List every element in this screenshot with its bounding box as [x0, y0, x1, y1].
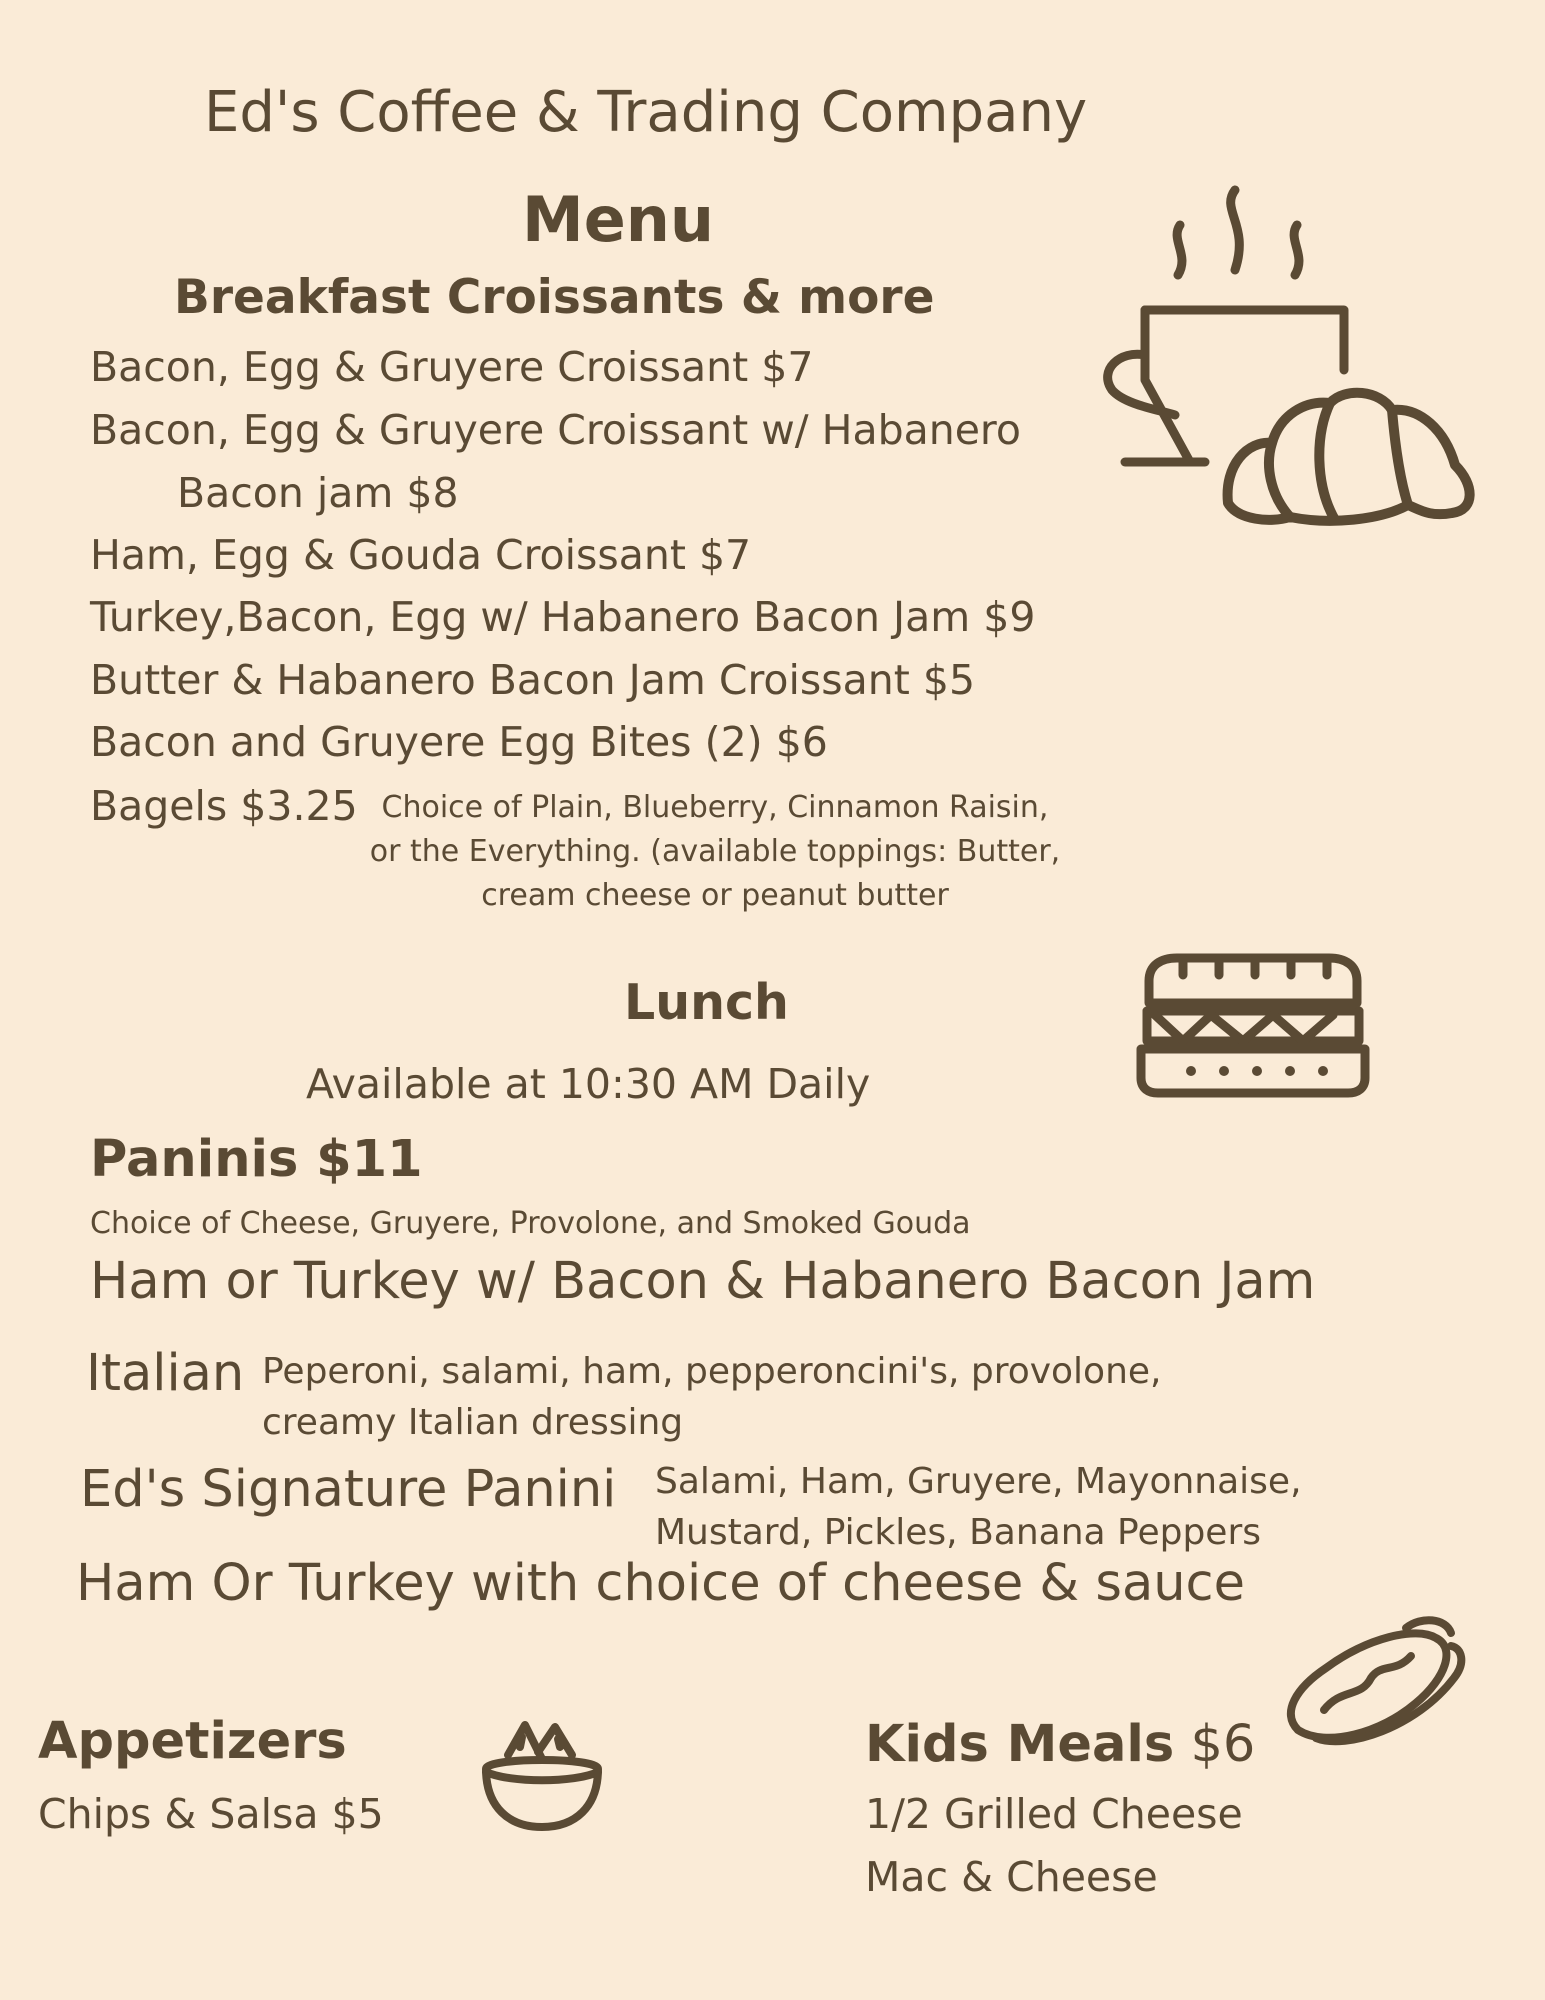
bagels-description [360, 786, 1070, 918]
italian-description [262, 1346, 1162, 1448]
appetizers-title: Appetizers [38, 1712, 347, 1771]
paninis-title: Paninis $11 [90, 1130, 423, 1189]
sandwich-icon [1133, 953, 1373, 1097]
menu-item: Ham Or Turkey with choice of cheese & sauce [76, 1554, 1245, 1613]
signature-panini-name: Ed's Signature Panini [80, 1460, 617, 1519]
chips-bowl-icon [480, 1717, 604, 1833]
menu-item: Bacon and Gruyere Egg Bites (2) $6 [90, 718, 828, 766]
description-line: Choice of Plain, Blueberry, Cinnamon Raisin, [381, 790, 1049, 825]
menu-item: Turkey,Bacon, Egg w/ Habanero Bacon Jam $9 [90, 593, 1036, 641]
lunch-title: Lunch [624, 974, 789, 1031]
kids-item: Mac & Cheese [865, 1853, 1158, 1901]
kids-item: 1/2 Grilled Cheese [865, 1790, 1243, 1838]
menu-title: Menu [522, 183, 715, 256]
paninis-description: Choice of Cheese, Gruyere, Provolone, and Smoked Gouda [90, 1206, 971, 1241]
croissant-icon [1220, 385, 1480, 525]
description-line: Salami, Ham, Gruyere, Mayonnaise, [655, 1461, 1302, 1502]
description-line: or the Everything. (available toppings: Butter, [369, 834, 1061, 869]
menu-item: Butter & Habanero Bacon Jam Croissant $5 [90, 656, 976, 704]
kids-meals-title [865, 1715, 1255, 1774]
menu-item: Ham or Turkey w/ Bacon & Habanero Bacon Jam [90, 1252, 1316, 1311]
menu-item: Ham, Egg & Gouda Croissant $7 [90, 531, 752, 579]
signature-description [655, 1456, 1302, 1558]
description-line: Peperoni, salami, ham, pepperoncini's, provolone, [262, 1351, 1162, 1392]
menu-item: Bacon, Egg & Gruyere Croissant $7 [90, 343, 814, 391]
description-line: cream cheese or peanut butter [481, 878, 949, 913]
kids-meals-label: Kids Meals [865, 1715, 1175, 1774]
bagels-item: Bagels $3.25 [90, 782, 358, 830]
menu-item: Bacon, Egg & Gruyere Croissant w/ Habanero [90, 406, 1021, 454]
italian-panini-name: Italian [86, 1344, 245, 1403]
description-line: creamy Italian dressing [262, 1402, 684, 1443]
kids-meals-price: $6 [1190, 1715, 1256, 1774]
company-name: Ed's Coffee & Trading Company [204, 80, 1088, 145]
description-line: Mustard, Pickles, Banana Peppers [655, 1512, 1262, 1553]
appetizer-item: Chips & Salsa $5 [38, 1790, 384, 1838]
lunch-availability: Available at 10:30 AM Daily [306, 1060, 871, 1108]
breakfast-title: Breakfast Croissants & more [174, 270, 935, 325]
menu-item-continuation: Bacon jam $8 [177, 469, 459, 517]
hot-dog-icon [1286, 1618, 1468, 1754]
